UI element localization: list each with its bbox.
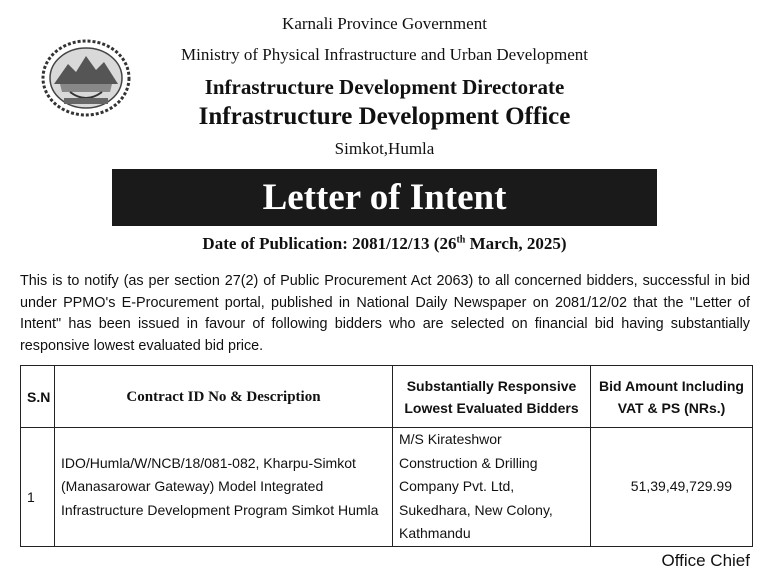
row-sn: 1: [21, 428, 55, 547]
office-location: Simkot,Humla: [334, 139, 435, 158]
bidders-table: [20, 365, 753, 547]
header-amount: Bid Amount Including VAT & PS (NRs.): [591, 366, 753, 428]
signature-title: Office Chief: [661, 551, 750, 570]
publication-date-prefix: Date of Publication: 2081/12/13 (26: [202, 234, 457, 253]
row-bidder: M/S Kirateshwor Construction & Drilling Company Pvt. Ltd, Sukedhara, New Colony, Kathmandu: [393, 428, 591, 547]
header-sn: S.N: [21, 366, 55, 428]
header-contract: Contract ID No & Description: [55, 366, 393, 428]
intro-paragraph: This is to notify (as per section 27(2) of Public Procurement Act 2063) to all concerned bidders, successful in bid under PPMO's E-Procurement portal, published in National Daily Newspaper on 2081/12/02 that the "Letter of Intent" has been issued in favour of following bidders who are selected on financial bid having substantially responsive lowest evaluated bid price.: [20, 273, 750, 354]
publication-date: [0, 234, 769, 254]
office-name: Infrastructure Development Office: [198, 103, 571, 130]
table-row: [21, 428, 753, 547]
row-amount: 51,39,49,729.99: [591, 428, 753, 547]
publication-date-ordinal: th: [456, 234, 466, 246]
letter-title: Letter of Intent: [262, 177, 507, 218]
government-name: Karnali Province Government: [282, 14, 487, 33]
header-bidder: Substantially Responsive Lowest Evaluated Bidders: [393, 366, 591, 428]
table-header-row: [21, 366, 753, 428]
directorate-name: Infrastructure Development Directorate: [204, 75, 565, 99]
publication-date-suffix: March, 2025): [465, 234, 567, 253]
ministry-name: Ministry of Physical Infrastructure and Urban Development: [181, 45, 588, 64]
letter-title-banner: [112, 169, 657, 226]
row-contract: IDO/Humla/W/NCB/18/081-082, Kharpu-Simkot (Manasarowar Gateway) Model Integrated Infrastructure Development Program Simkot Humla: [55, 428, 393, 547]
